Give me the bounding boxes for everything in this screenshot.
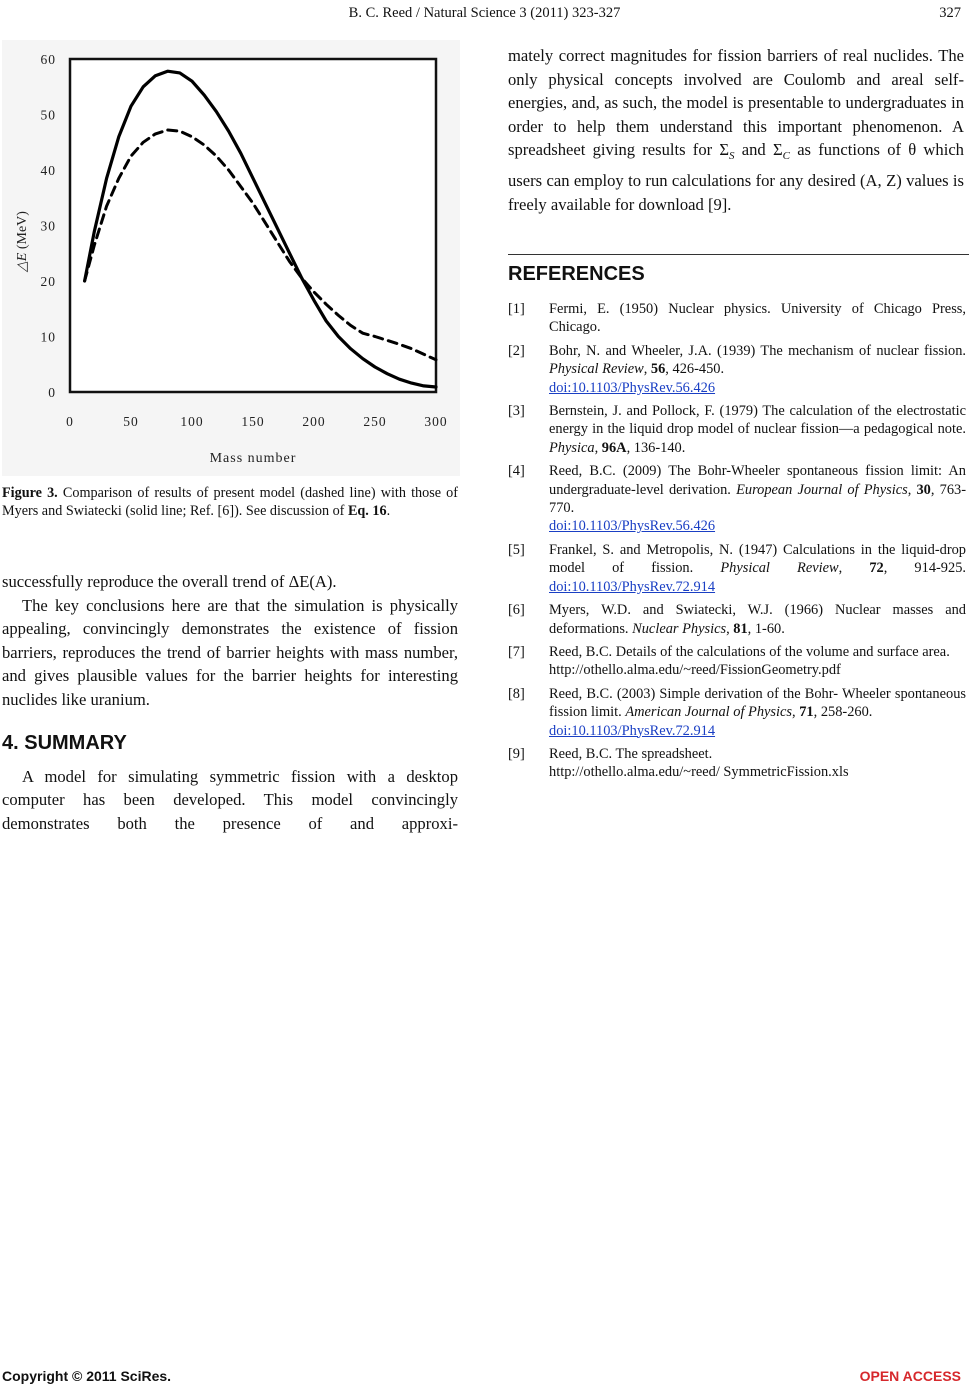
x-tick-label: 300 xyxy=(424,414,448,429)
reference-separator: , xyxy=(838,560,870,577)
reference-volume: 56 xyxy=(650,361,666,378)
continuation-paragraph: successfully reproduce the overall trend of ΔE(A). xyxy=(2,572,337,591)
x-tick-label: 100 xyxy=(180,414,204,429)
references-heading: REFERENCES xyxy=(508,263,645,285)
references-divider xyxy=(508,254,969,255)
reference-journal: Physical Review xyxy=(720,560,839,577)
reference-journal: American Journal of Physics xyxy=(625,704,793,721)
reference-item xyxy=(508,541,966,596)
reference-text: Reed, B.C. The spreadsheet. xyxy=(549,745,713,762)
running-header xyxy=(0,2,969,24)
reference-text: Myers, W.D. and Swiatecki, W.J. (1966) Nuclear masses and deformations. xyxy=(549,602,966,637)
reference-text: Reed, B.C. (2003) Simple derivation of the Bohr- Wheeler spontaneous fission limit. xyxy=(549,685,966,721)
reference-number: [7] xyxy=(508,643,525,660)
caption-eq-ref: Eq. 16 xyxy=(347,503,387,519)
right-column-text xyxy=(508,44,964,216)
plot-area-frame xyxy=(70,59,436,392)
reference-text: Bernstein, J. and Pollock, F. (1979) The calculation of the electrostatic energy in the liquid drop model of nuclear fission—a pedagogical note. xyxy=(549,403,966,438)
reference-journal: Physica xyxy=(549,439,595,456)
reference-text: Reed, B.C. Details of the calculations of the volume and surface area. xyxy=(549,643,950,660)
reference-pages: , 914-925. xyxy=(883,560,966,577)
reference-separator: , xyxy=(594,439,602,456)
reference-text: Fermi, E. (1950) Nuclear physics. University of Chicago Press, Chicago. xyxy=(549,301,966,336)
reference-item xyxy=(508,402,966,457)
reference-item xyxy=(508,601,966,638)
conclusions-paragraph: The key conclusions here are that the simulation is physically appealing, convincingly demonstrates the existence of fission barriers, reproduces the trend of barrier heights with mass number, and gives plausible values for the barrier heights for interesting nuclides like uranium. xyxy=(2,595,458,709)
x-tick-label: 50 xyxy=(123,414,139,429)
summary-continuation xyxy=(508,44,964,216)
reference-list xyxy=(508,300,966,787)
reference-doi-link[interactable]: doi:10.1103/PhysRev.56.426 xyxy=(549,518,716,535)
reference-number: [1] xyxy=(508,301,525,317)
x-tick-label: 0 xyxy=(66,414,74,429)
y-tick-label: 30 xyxy=(40,218,56,234)
copyright-notice: Copyright © 2011 SciRes. xyxy=(2,1368,172,1384)
reference-number: [9] xyxy=(508,745,525,762)
reference-item xyxy=(508,643,966,680)
reference-journal: European Journal of Physics xyxy=(736,481,908,498)
x-tick-label: 150 xyxy=(241,414,265,429)
reference-volume: 72 xyxy=(869,560,884,577)
open-access-label: OPEN ACCESS xyxy=(859,1368,961,1384)
sigma-c-subscript: C xyxy=(782,150,790,163)
reference-number: [3] xyxy=(508,403,525,420)
reference-pages: , 426-450. xyxy=(665,361,725,378)
reference-volume: 96A xyxy=(601,439,627,456)
running-title: B. C. Reed / Natural Science 3 (2011) 323-327 xyxy=(348,5,621,21)
reference-number: [2] xyxy=(508,342,525,359)
reference-pages: , 136-140. xyxy=(626,439,686,456)
reference-pages: , 1-60. xyxy=(747,620,785,637)
reference-item xyxy=(508,342,966,397)
fission-barrier-chart xyxy=(2,40,460,476)
reference-url: http://othello.alma.edu/~reed/FissionGeometry.pdf xyxy=(549,662,841,679)
y-tick-label: 40 xyxy=(40,163,56,178)
summary-text-b: as functions of θ which users can employ to run calculations for any desired (A, Z) values is freely available for download [9]. xyxy=(508,140,964,214)
reference-text: Frankel, S. and Metropolis, N. (1947) Calculations in the liquid-drop model of fission. xyxy=(549,541,966,577)
figure-3 xyxy=(2,40,460,476)
left-column-text xyxy=(2,570,458,835)
reference-separator: , xyxy=(726,620,734,637)
reference-number: [8] xyxy=(508,685,525,702)
y-axis-label-unit: (MeV) xyxy=(15,211,30,253)
reference-doi-link[interactable]: doi:10.1103/PhysRev.72.914 xyxy=(549,722,716,739)
x-axis-label: Mass number xyxy=(209,451,297,466)
reference-volume: 30 xyxy=(916,481,931,498)
summary-heading: 4. SUMMARY xyxy=(2,731,127,754)
reference-journal: Physical Review xyxy=(549,361,644,378)
caption-label: Figure 3. xyxy=(2,485,58,501)
y-axis-label-symbol: △E xyxy=(15,252,30,272)
reference-separator: , xyxy=(792,704,800,721)
sigma-c-symbol: Σ xyxy=(772,140,783,160)
reference-separator: , xyxy=(907,481,917,498)
reference-item xyxy=(508,685,966,740)
reference-journal: Nuclear Physics xyxy=(632,620,727,637)
reference-doi-link[interactable]: doi:10.1103/PhysRev.56.426 xyxy=(549,379,716,396)
y-tick-label: 10 xyxy=(40,329,56,345)
reference-text: Bohr, N. and Wheeler, J.A. (1939) The mechanism of nuclear fission. xyxy=(549,342,966,359)
reference-pages: , 763-770. xyxy=(549,481,967,517)
sigma-s-subscript: S xyxy=(729,150,735,163)
reference-text: Reed, B.C. (2009) The Bohr-Wheeler spontaneous fission limit: An undergraduate-level derivation. xyxy=(549,463,966,498)
figure-caption xyxy=(2,484,458,520)
reference-item xyxy=(508,745,966,782)
y-tick-label: 0 xyxy=(48,385,56,400)
y-axis-label xyxy=(15,211,30,273)
page-number: 327 xyxy=(939,5,961,21)
y-tick-label: 20 xyxy=(40,274,56,289)
caption-text: Comparison of results of present model (dashed line) with those of Myers and Swiatecki (solid line; Ref. [6]). See discussion of xyxy=(2,485,459,519)
sigma-s-symbol: Σ xyxy=(719,140,730,160)
reference-number: [5] xyxy=(508,541,525,558)
x-tick-label: 250 xyxy=(363,414,387,429)
reference-item xyxy=(508,462,966,536)
summary-text-a: mately correct magnitudes for fission barriers of real nuclides. The only physical concepts involved are Coulomb and areal self-energies, and, as such, the model is presentable to undergraduates in order to help them understand this important phenomenon. A spreadsheet giving results for xyxy=(508,46,964,160)
y-tick-label: 60 xyxy=(40,52,56,67)
y-tick-label: 50 xyxy=(40,107,56,123)
reference-number: [4] xyxy=(508,463,525,480)
reference-doi-link[interactable]: doi:10.1103/PhysRev.72.914 xyxy=(549,578,716,595)
reference-url: http://othello.alma.edu/~reed/ SymmetricFission.xls xyxy=(549,764,849,781)
reference-volume: 71 xyxy=(799,704,814,721)
and-word: and xyxy=(734,140,773,160)
reference-number: [6] xyxy=(508,602,525,619)
reference-volume: 81 xyxy=(733,620,748,637)
reference-item xyxy=(508,300,966,337)
summary-paragraph: A model for simulating symmetric fission with a desktop computer has been developed. This model convincingly demonstrates both the presence of and approxi- xyxy=(2,766,458,833)
caption-end: . xyxy=(386,503,391,519)
x-tick-label: 200 xyxy=(302,414,326,429)
reference-pages: , 258-260. xyxy=(813,704,873,721)
reference-separator: , xyxy=(643,361,651,378)
